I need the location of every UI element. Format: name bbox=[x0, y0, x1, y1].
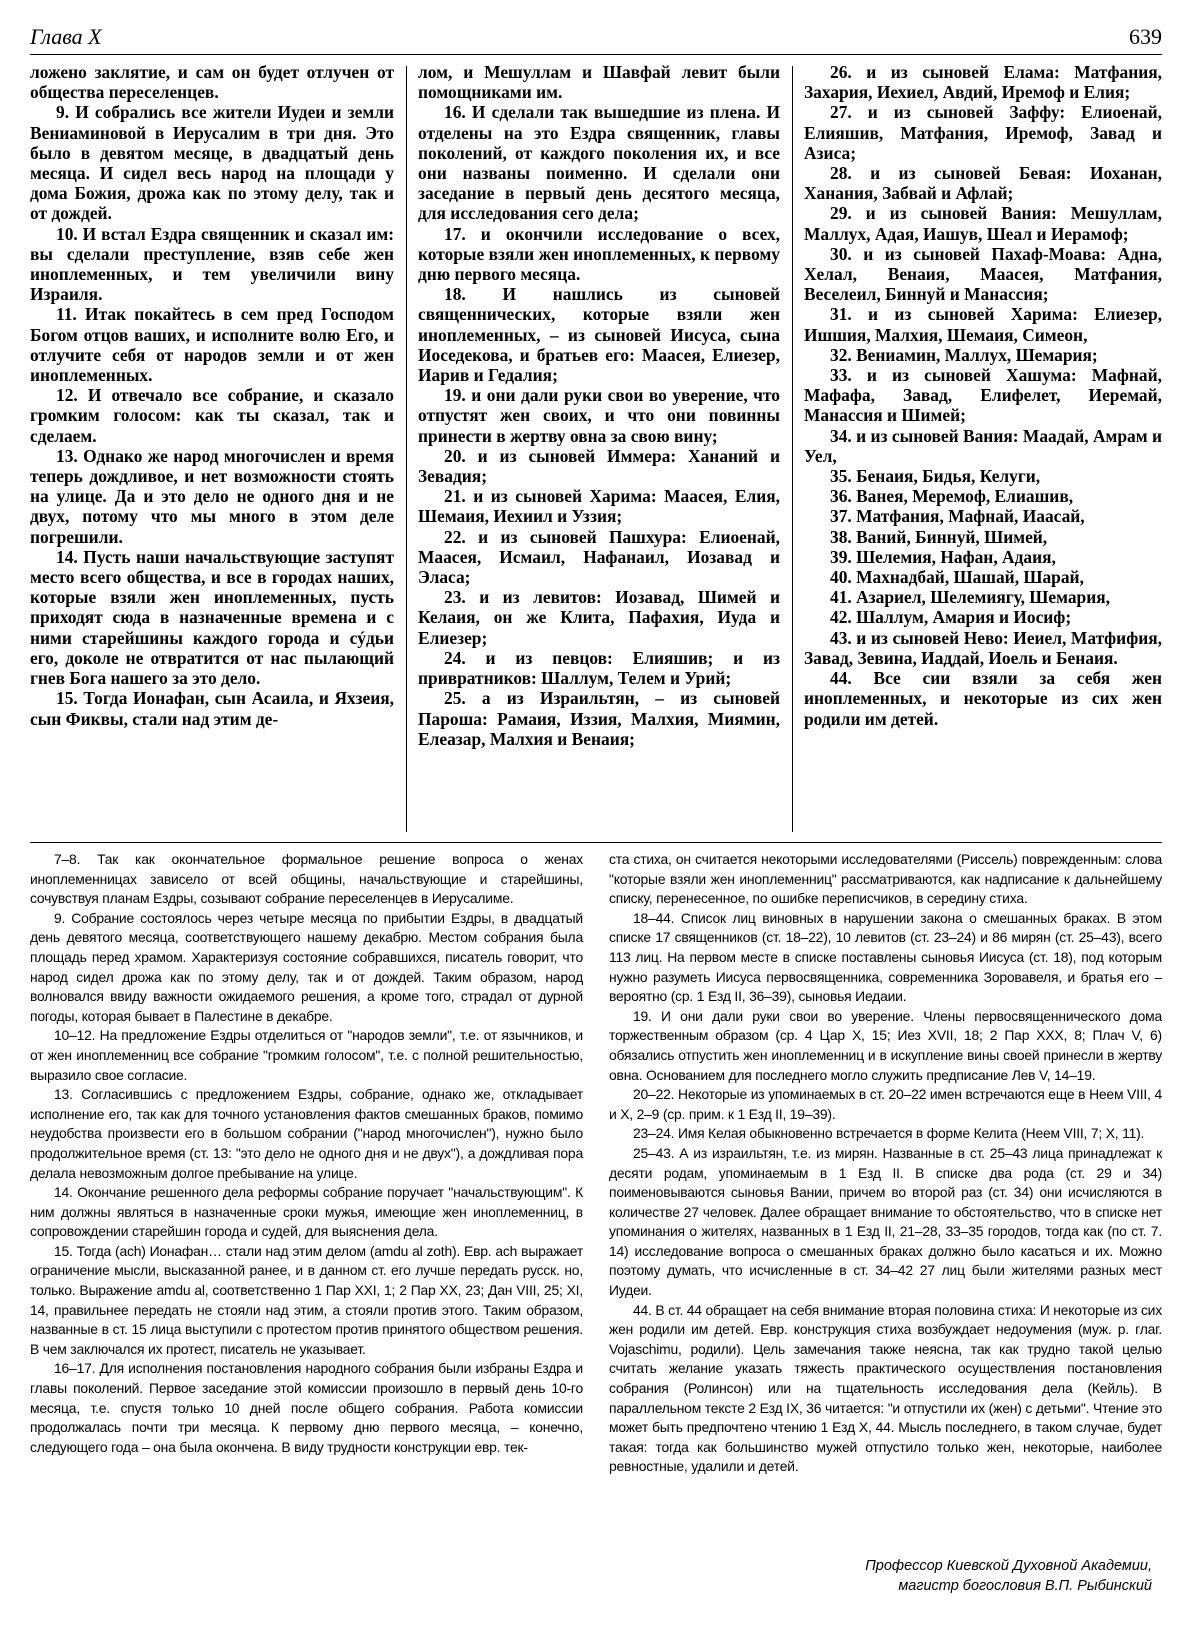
verse-paragraph: 39. Шелемия, Нафан, Адаия, bbox=[830, 546, 1056, 567]
commentary-paragraph: 15. Тогда (ach) Ионафан… стали над этим делом (amdu al zoth). Евр. ach выражает ограничение мысли, высказанной ранее, и в данном ст. его лучше передать русск. но, только. Выражение amdu al, соответственно 1 Пар XXI, 1; 2 Пар XX, 23; Дан VIII, 25; XI, 14, правильнее передать не стояли над этим, а стояли против этого. Таким образом, названные в ст. 15 лица выступили с протестом против принятого обществом решения. В чем заключался их протест, писатель не указывает. bbox=[30, 1242, 583, 1357]
commentary-paragraph: 14. Окончание решенного дела реформы собрание поручает "начальствующим". К ним должны являться в назначенные сроки мужья, имеющие жен иноплеменниц, в сопровождении старейшин города и судей, для выяснения дела. bbox=[30, 1184, 583, 1240]
verse-paragraph: 9. И собрались все жители Иудеи и земли Вениаминовой в Иерусалим в три дня. Это было в девятом месяце, в двадцатый день месяца. И сидел весь народ на площади у дома Божия, дрожа как по этому делу, так и от дождей. bbox=[30, 102, 394, 224]
commentary bbox=[30, 850, 1162, 1550]
verse-paragraph: 28. и из сыновей Бевая: Иоханан, Ханания, Забвай и Афлай; bbox=[804, 163, 1162, 204]
verse-paragraph: 44. Все сии взяли за себя жен иноплеменных, и некоторые из сих жен родили им детей. bbox=[804, 668, 1162, 729]
commentary-paragraph: 18–44. Список лиц виновных в нарушении закона о смешанных браках. В этом списке 17 священников (ст. 18–22), 10 левитов (ст. 23–24) и 86 мирян (ст. 25–43), всего 113 лиц. На первом месте в списке поставлены сыновья Иисуса (ст. 18), под которым нужно разуметь Иисуса первосвященника, современника Зоровавеля, и братья его – вероятно (ср. 1 Езд II, 36–39), сыновья Иедаии. bbox=[609, 909, 1162, 1005]
verse-paragraph: 35. Бенаия, Бидья, Келуги, bbox=[830, 466, 1041, 487]
author-signature bbox=[865, 1556, 1152, 1596]
signature-line-2: магистр богословия В.П. Рыбинский bbox=[898, 1578, 1152, 1594]
verse-paragraph: 12. И отвечало все собрание, и сказало громким голосом: как ты сказал, так и сделаем. bbox=[30, 385, 394, 446]
verse-paragraph: 24. и из певцов: Елияшив; и из привратников: Шаллум, Телем и Урий; bbox=[418, 647, 780, 689]
verse-paragraph: 40. Махнадбай, Шашай, Шарай, bbox=[830, 567, 1084, 588]
signature-line-1: Профессор Киевской Духовной Академии, bbox=[865, 1558, 1152, 1574]
text-column-2 bbox=[418, 62, 780, 832]
verse-paragraph: 13. Однако же народ многочислен и время теперь дождливое, и нет возможности стоять на улице. Да и это дело не одного дня и не двух, потому что мы много в этом деле погрешили. bbox=[30, 445, 394, 547]
verse-paragraph: 29. и из сыновей Вания: Мешуллам, Маллух, Адая, Иашув, Шеал и Иерамоф; bbox=[804, 203, 1162, 244]
text-column-1 bbox=[30, 62, 394, 832]
verse-paragraph: ложено заклятие, и сам он будет отлучен от общества переселенцев. bbox=[30, 62, 394, 103]
verse-paragraph: 43. и из сыновей Нево: Иеиел, Матфифия, Завад, Зевина, Иаддай, Иоель и Бенаия. bbox=[804, 627, 1162, 668]
verse-paragraph: 11. Итак покайтесь в сем пред Господом Богом отцов ваших, и исполните волю Его, и отлучите себя от народов земли и от жен иноплеменных. bbox=[30, 304, 394, 386]
commentary-paragraph: ста стиха, он считается некоторыми исследователями (Риссель) поврежденным: слова "которые взяли жен иноплеменниц" рассматриваются, как надписание к дальнейшему списку, перенесенное, по ошибке переписчиков, в середину стиха. bbox=[609, 851, 1162, 907]
commentary-column-2 bbox=[609, 850, 1162, 1477]
verse-paragraph: 10. И встал Ездра священник и сказал им: вы сделали преступление, взяв себе жен иноплеменных, и тем увеличили вину Израиля. bbox=[30, 223, 394, 305]
verse-paragraph: 20. и из сыновей Иммера: Хананий и Зевадия; bbox=[418, 445, 780, 487]
commentary-divider bbox=[30, 842, 1162, 843]
column-rule bbox=[792, 66, 793, 832]
verse-paragraph: 14. Пусть наши начальствующие заступят место всего общества, и все в городах наших, которые взяли жен иноплеменных, пусть приходят сюда в назначенные времена и с ними старейшины каждого города и сýдьи его, доколе не отвратится от нас пылающий гнев Бога нашего за это дело. bbox=[30, 546, 394, 689]
main-text bbox=[30, 62, 1162, 832]
verse-paragraph: 18. И нашлись из сыновей священнических, которые взяли жен иноплеменных, – из сыновей Иисуса, сына Иоседекова, и братьев его: Маасея, Елиезер, Иарив и Гедалия; bbox=[418, 284, 780, 386]
verse-paragraph: 37. Матфания, Мафнай, Иаасай, bbox=[830, 506, 1085, 527]
verse-paragraph: 33. и из сыновей Хашума: Мафнай, Мафафа, Завад, Елифелет, Иеремай, Манассия и Шимей; bbox=[804, 365, 1162, 426]
verse-paragraph: 38. Ваний, Биннуй, Шимей, bbox=[830, 526, 1048, 547]
verse-paragraph: 21. и из сыновей Харима: Маасея, Елия, Шемаия, Иехиил и Уззия; bbox=[418, 486, 780, 527]
commentary-paragraph: 19. И они дали руки свои во уверение. Члены первосвященнического дома торжественным образом (ср. 4 Цар X, 15; Иез XVII, 18; 2 Пар XXX, 8; Плач V, 6) обязались отпустить жен иноплеменниц и в искупление вины своей принесли в жертву овна. Основанием для последнего могло служить предписание Лев V, 14–19. bbox=[609, 1007, 1162, 1083]
verse-paragraph: 42. Шаллум, Амария и Иосиф; bbox=[830, 607, 1072, 628]
verse-paragraph: 17. и окончили исследование о всех, которые взяли жен иноплеменных, к первому дню первого месяца. bbox=[418, 223, 780, 285]
verse-paragraph: 31. и из сыновей Харима: Елиезер, Ишшия, Малхия, Шемаия, Симеон, bbox=[804, 304, 1162, 345]
verse-paragraph: 19. и они дали руки свои во уверение, что отпустят жен своих, и что они повинны принести в жертву овна за свою вину; bbox=[418, 385, 780, 446]
verse-paragraph: 26. и из сыновей Елама: Матфания, Захария, Иехиел, Авдий, Иремоф и Елия; bbox=[804, 62, 1162, 103]
commentary-column-1 bbox=[30, 850, 583, 1457]
commentary-paragraph: 20–22. Некоторые из упоминаемых в ст. 20–22 имен встречаются еще в Неем VIII, 4 и X, 2–9 (ср. прим. к 1 Езд II, 19–39). bbox=[609, 1086, 1162, 1122]
verse-paragraph: 30. и из сыновей Пахаф-Моава: Адна, Хелал, Венаия, Маасея, Матфания, Веселеил, Биннуй и Манассия; bbox=[804, 243, 1162, 305]
verse-paragraph: 34. и из сыновей Вания: Маадай, Амрам и Уел, bbox=[804, 425, 1162, 466]
commentary-paragraph: 9. Собрание состоялось через четыре месяца по прибытии Ездры, в двадцатый день девятого месяца, соответствующего нашему декабрю. Местом собрания была площадь перед храмом. Характеризуя состояние собравшихся, писатель говорит, что народ сидел дрожа как по этому делу, так и от дождей. Таким образом, народ волновался ввиду важности ожидаемого решения, а кроме того, страдал от дурной погоды, которая бывает в Палестине в декабре. bbox=[30, 909, 583, 1024]
text-column-3 bbox=[804, 62, 1162, 832]
verse-paragraph: 41. Азариел, Шелемиягу, Шемария, bbox=[830, 587, 1110, 608]
commentary-paragraph: 16–17. Для исполнения постановления народного собрания были избраны Ездра и главы поколений. Первое заседание этой комиссии произошло в первый день 10-го месяца, т.е. спустя только 10 дней после общего собрания. Работа комиссии продолжалась почти три месяца. К первому дню первого месяца, – конечно, следующего года – она была окончена. В виду трудности конструкции евр. тек- bbox=[30, 1360, 583, 1455]
verse-paragraph: 22. и из сыновей Пашхура: Елиоенай, Маасея, Исмаил, Нафанаил, Иозавад и Эласа; bbox=[418, 526, 780, 588]
verse-paragraph: 16. И сделали так вышедшие из плена. И отделены на это Ездра священник, главы поколений, от каждого поколения их, и все они названы поименно. И сделали они заседание в первый день десятого месяца, для исследования сего дела; bbox=[418, 102, 780, 224]
verse-paragraph: 27. и из сыновей Заффу: Елиоенай, Елияшив, Матфания, Иремоф, Завад и Азиса; bbox=[804, 102, 1162, 163]
commentary-paragraph: 7–8. Так как окончательное формальное решение вопроса о женах иноплеменницах зависело от всей общины, начальствующие и старейшины, сочувствуя планам Ездры, созывают собрание переселенцев в Иерусалиме. bbox=[30, 851, 583, 907]
verse-paragraph: 36. Ванея, Меремоф, Елиашив, bbox=[830, 486, 1074, 507]
running-header bbox=[30, 18, 1162, 55]
page-number: 639 bbox=[1129, 24, 1162, 49]
verse-paragraph: 23. и из левитов: Иозавад, Шимей и Келаия, он же Клита, Пафахия, Иуда и Елиезер; bbox=[418, 587, 780, 648]
commentary-paragraph: 23–24. Имя Келая обыкновенно встречается в форме Келита (Неем VIII, 7; X, 11). bbox=[633, 1125, 1145, 1142]
verse-paragraph: 32. Вениамин, Маллух, Шемария; bbox=[830, 344, 1098, 365]
commentary-paragraph: 13. Согласившись с предложением Ездры, собрание, однако же, откладывает исполнение его, так как для точного установления фактов смешанных браков, помимо неудобства произвести его в большом собрании ("народ многочислен"), нужно было продолжительное время (ст. 13: "это дело не одного дня и не двух"), а дождливая пора делала невозможным долгое пребывание на улице. bbox=[30, 1086, 583, 1181]
column-rule bbox=[406, 66, 407, 832]
verse-paragraph: 25. а из Израильтян, – из сыновей Пароша: Рамаия, Иззия, Малхия, Миямин, Елеазар, Малхия и Венаия; bbox=[418, 688, 780, 749]
chapter-title: Глава X bbox=[30, 24, 102, 49]
commentary-paragraph: 10–12. На предложение Ездры отделиться от "народов земли", т.е. от язычников, и от жен иноплеменниц все собрание "громким голосом", т.е. с полной решительностью, выразило свое согласие. bbox=[30, 1027, 583, 1083]
verse-paragraph: 15. Тогда Ионафан, сын Асаила, и Яхзеия, сын Фиквы, стали над этим де- bbox=[30, 688, 394, 729]
commentary-paragraph: 25–43. А из израильтян, т.е. из мирян. Названные в ст. 25–43 лица принадлежат к десяти родам, упоминаемым в 1 Езд II. В списке два рода (ст. 29 и 34) поименовываются сыновья Вании, причем во второй раз (ст. 34) они исчисляются в количестве 27 человек. Далее обращает внимание то обстоятельство, что в списке нет упоминания о жителях, названных в 1 Езд II, 21–28, 33–35 городов, тогда как (по ст. 7. 14) исследование вопроса о смешанных браках должно было касаться и их. Можно поэтому думать, что исчисленные в ст. 34–42 27 лиц были жителями разных мест Иудеи. bbox=[609, 1144, 1162, 1299]
verse-paragraph: лом, и Мешуллам и Шавфай левит были помощниками им. bbox=[418, 62, 780, 103]
commentary-paragraph: 44. В ст. 44 обращает на себя внимание вторая половина стиха: И некоторые из сих жен родили им детей. Евр. конструкция стиха возбуждает недоумения (муж. р. глаг. Vojaschimu, родили). Цель замечания также неясна, так как трудно такой целью считать желание указать тяжесть практического осуществления постановления собрания (Ролинсон) или на тщательность исследования дела (Кейль). В параллельном тексте 2 Езд IX, 36 читается: "и отпустили их (жен) с детьми". Чтение это может быть предпочтено чтению 1 Езд X, 44. Мысль последнего, в таком случае, будет такая: тогда как большинство мужей отпустило только жен, некоторые, наиболее ревностные, удалили и детей. bbox=[609, 1301, 1162, 1475]
